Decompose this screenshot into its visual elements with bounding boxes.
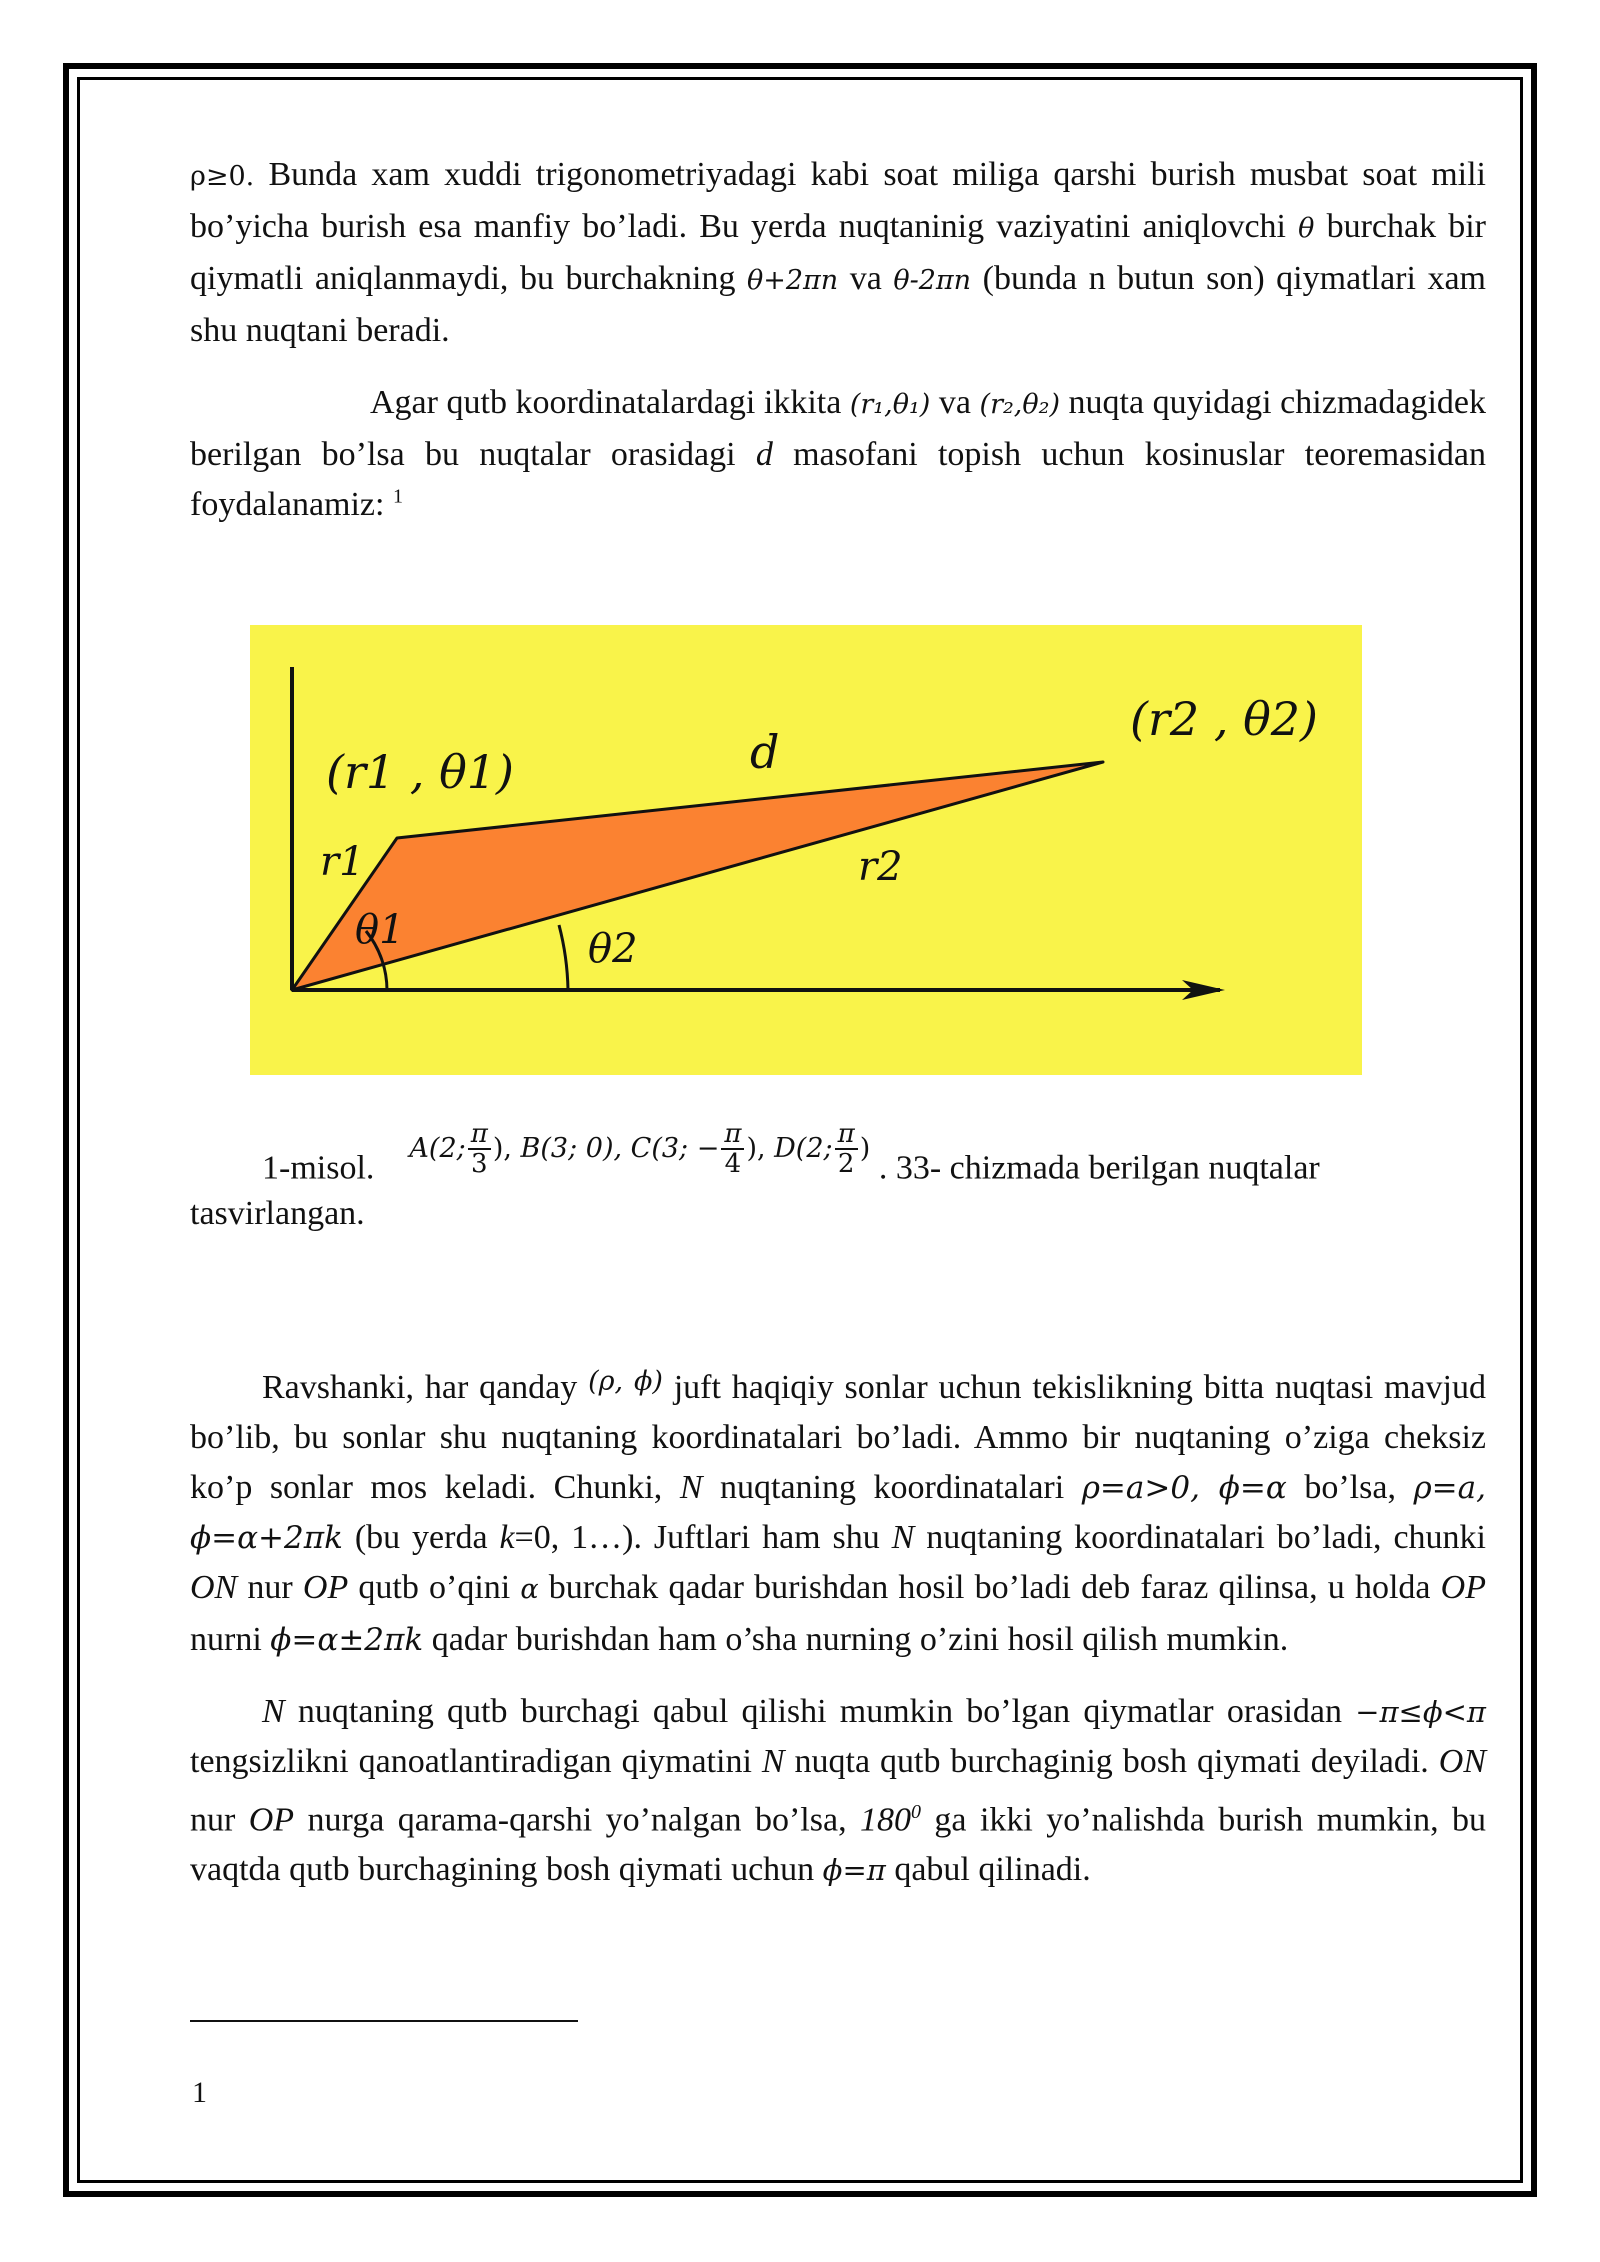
math-eq-1: ρ=a>0, ϕ=α — [1081, 1469, 1287, 1506]
example-line-2: tasvirlangan. — [190, 1194, 365, 1232]
footnote-ref[interactable]: 1 — [392, 485, 403, 508]
paragraph-4: N nuqtaning qutb burchagi qabul qilishi mumkin bo’lgan qiymatlar orasidan −π≤ϕ<π tengsizlikni qanoatlantiradigan qiymatini N nuqta qutb burchaginig bosh qiymati deyiladi. ON nur OP nurga qarama-qarshi yo’nalgan bo’lsa, $180^0$ ga ikki yo’nalishda burish mumkin, bu vaqtda qutb burchagining bosh qiymati uchun ϕ=π qabul qilinadi. — [190, 1692, 1486, 1888]
footnote-separator — [190, 2020, 578, 2022]
polar-distance-figure — [250, 625, 1362, 1075]
example-label: 1-misol. — [262, 1149, 375, 1187]
math-rho-phi-pair: (ρ, ϕ) — [588, 1365, 663, 1397]
footnote-number: 1 — [192, 2076, 207, 2109]
math-eq-3: ϕ=α±2πk — [270, 1621, 424, 1658]
page-body — [190, 150, 1486, 530]
math-point-1: (r₁,θ₁) — [849, 389, 931, 420]
math-d: d — [755, 436, 773, 473]
math-rho-nonnegative: ρ≥0. — [190, 161, 255, 192]
label-point-1: (r1 , θ1) — [326, 745, 514, 799]
example-line: 1-misol. $^{A(2; \frac{\pi}{3} ), B(3; 0), C(3; - \frac{\pi}{4} ), D(2; \frac{\pi}{2} )}$ . 33- chizmada berilgan nuqtalar — [262, 1119, 1320, 1187]
math-theta-minus: θ-2πn — [893, 265, 972, 296]
paragraph-3: Ravshanki, har qanday $^{(\rho, \phi)}$ juft haqiqiy sonlar uchun tekislikning bitta nuqtasi mavjud bo’lib, bu sonlar shu nuqtaning koordinatalari bo’ladi. Ammo bir nuqtaning o’ziga cheksiz ko’p sonlar mos keladi. Chunki, N nuqtaning koordinatalari ρ=a>0, ϕ=α bo’lsa, ρ=a, ϕ=α+2πk (bu yerda k=0, 1…). Juftlari ham shu N nuqtaning koordinatalari bo’ladi, chunki ON nur OP qutb o’qini α burchak qadar burishdan hosil bo’ladi deb faraz qilinsa, u holda OP nurni ϕ=α±2πk qadar burishdan ham o’sha nurning o’zini hosil qilish mumkin. — [190, 1365, 1486, 1658]
math-alpha: α — [520, 1573, 539, 1605]
math-eq-2: ρ=a, ϕ=α+2πk — [190, 1469, 1486, 1556]
example-1 — [190, 1120, 1486, 1895]
math-point-2: (r₂,θ₂) — [979, 389, 1060, 420]
math-theta-plus: θ+2πn — [747, 265, 839, 296]
label-point-2: (r2 , θ2) — [1130, 692, 1318, 746]
label-distance-d: d — [750, 725, 780, 779]
paragraph-2: Agar qutb koordinatalardagi ikkita (r₁,θ₁) va (r₂,θ₂) nuqta quyidagi chizmadagidek berilgan bo’lsa bu nuqtalar orasidagi d masofani topish uchun kosinuslar teoremasidan foydalanamiz: $^1$ — [190, 384, 1487, 523]
label-theta1: θ1 — [355, 907, 405, 953]
label-r2: r2 — [858, 844, 903, 890]
paragraph-1: ρ≥0. Bunda xam xuddi trigonometriyadagi kabi soat miliga qarshi burish musbat soat mili bo’yicha burish esa manfiy bo’ladi. Bu yerda nuqtaninig vaziyatini aniqlovchi θ burchak bir qiymatli aniqlanmaydi, bu burchakning θ+2πn va θ-2πn (bunda n butun son) qiymatlari xam shu nuqtani beradi. — [190, 156, 1486, 349]
math-theta: θ — [1298, 213, 1315, 244]
label-r1: r1 — [320, 839, 365, 885]
math-phi-pi: ϕ=π — [822, 1852, 886, 1887]
math-inequality: −π≤ϕ<π — [1355, 1694, 1486, 1729]
label-theta2: θ2 — [588, 926, 638, 972]
example-points: A(2; π 3 ), B(3; 0), C(3; − π 4 ), D(2; π 2 ) — [409, 1119, 871, 1179]
